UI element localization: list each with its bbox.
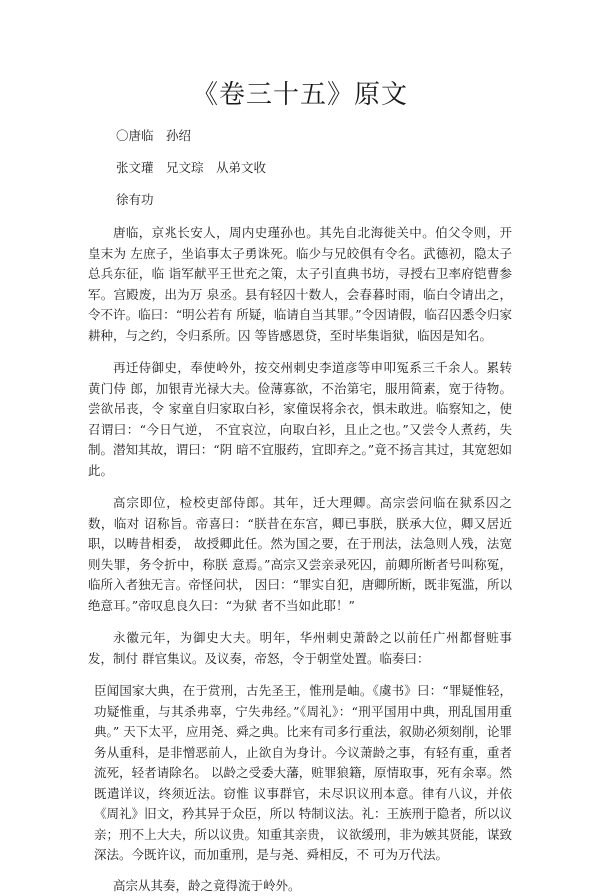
quoted-memorial-paragraph: 臣闻国家大典，在于赏刑，古先圣王，惟刑是岫。《虞书》曰：“罪疑惟轻，功疑惟重，与其杀弗辜，宁失弗经。”《周礼》：“刑平国用中典，刑乱国用重典。” 天下太平，应用尧、舜之典。比来有司多行重法，叙勋必须刻削，论罪务从重科，是非憎恶前人，止欲自为身计。今议萧龄之事，有轻有重，重者流死，轻者请除名。 以龄之受委大藩，赃罪狼籍，原情取事，死有余辜。然既遣详议，终须近法。窃惟 议事群官，未尽识议刑本意。律有八议，并依《周礼》旧文，矜其异于众臣，所以 特制议法。礼：王族刑于隐者，所以议亲；刑不上大夫，所以议贵。知重其亲贵， 议欲缓刑，非为嫉其贤能，谋致深法。今既许议，而加重刑，是与尧、舜相反，不 可为万代法。 — [88, 681, 512, 866]
body-paragraph: 高宗从其奏，龄之竟得流于岭外。 — [88, 876, 512, 896]
body-paragraph: 永徽元年，为御史大夫。明年，华州刺史萧龄之以前任广州都督赃事发，制付 群官集议。及议奏，帝怒，令于朝堂处置。临奏曰： — [88, 628, 512, 669]
toc-entry: 徐有功 — [88, 191, 512, 209]
toc-entry: 张文瓘 兄文琮 从弟文收 — [88, 159, 512, 177]
page-title: 《卷三十五》原文 — [88, 0, 512, 115]
body-paragraph: 唐临，京兆长安人，周内史瑾孙也。其先自北海徙关中。伯父令则，开皇末为 左庶子，坐谄事太子勇诛死。临少与兄皎俱有令名。武德初，隐太子总兵东征，临 诣军献平王世充之策，太子引直典书坊，寻授右卫率府铠曹参军。宫殿废，出为万 泉丞。县有轻囚十数人，会春暮时雨，临白令请出之，令不许。临曰：“明公若有 所疑，临请自当其罪。”令因请假，临召囚悉令归家耕种，与之约，令归系所。囚 等皆感恩贷，至时毕集诣狱，临因是知名。 — [88, 223, 512, 346]
toc-entry: 〇唐临 孙绍 — [88, 127, 512, 145]
body-paragraph: 高宗即位，检校吏部侍郎。其年，迁大理卿。高宗尝问临在狱系囚之数，临对 诏称旨。帝喜曰：“朕昔在东宫，卿已事朕，朕承大位，卿又居近职，以畴昔相委， 故授卿此任。然为国之要，在于刑法，法急则人残，法宽则失罪，务令折中，称朕 意焉。”高宗又尝亲录死囚，前卿所断者号叫称冤，临所入者独无言。帝怪问状， 因曰：“罪实自犯，唐卿所断，既非冤滥，所以绝意耳。”帝叹息良久曰：“为狱 者不当如此耶！” — [88, 493, 512, 616]
body-paragraph: 再迁侍御史，奉使岭外，按交州刺史李道彦等申叩冤系三千余人。累转黄门侍 郎，加银青光禄大夫。俭薄寡欲，不治第宅，服用简素，宽于待物。尝欲吊丧，令 家童自归家取白衫，家僮误将余衣，惧未敢进。临察知之，使召谓曰：“今日气逆， 不宜哀泣，向取白衫，且止之也。”又尝令人煮药，失制。潜知其故，谓曰：“阴 暗不宜服药，宜即弃之。”竟不扬言其过，其宽恕如此。 — [88, 358, 512, 481]
